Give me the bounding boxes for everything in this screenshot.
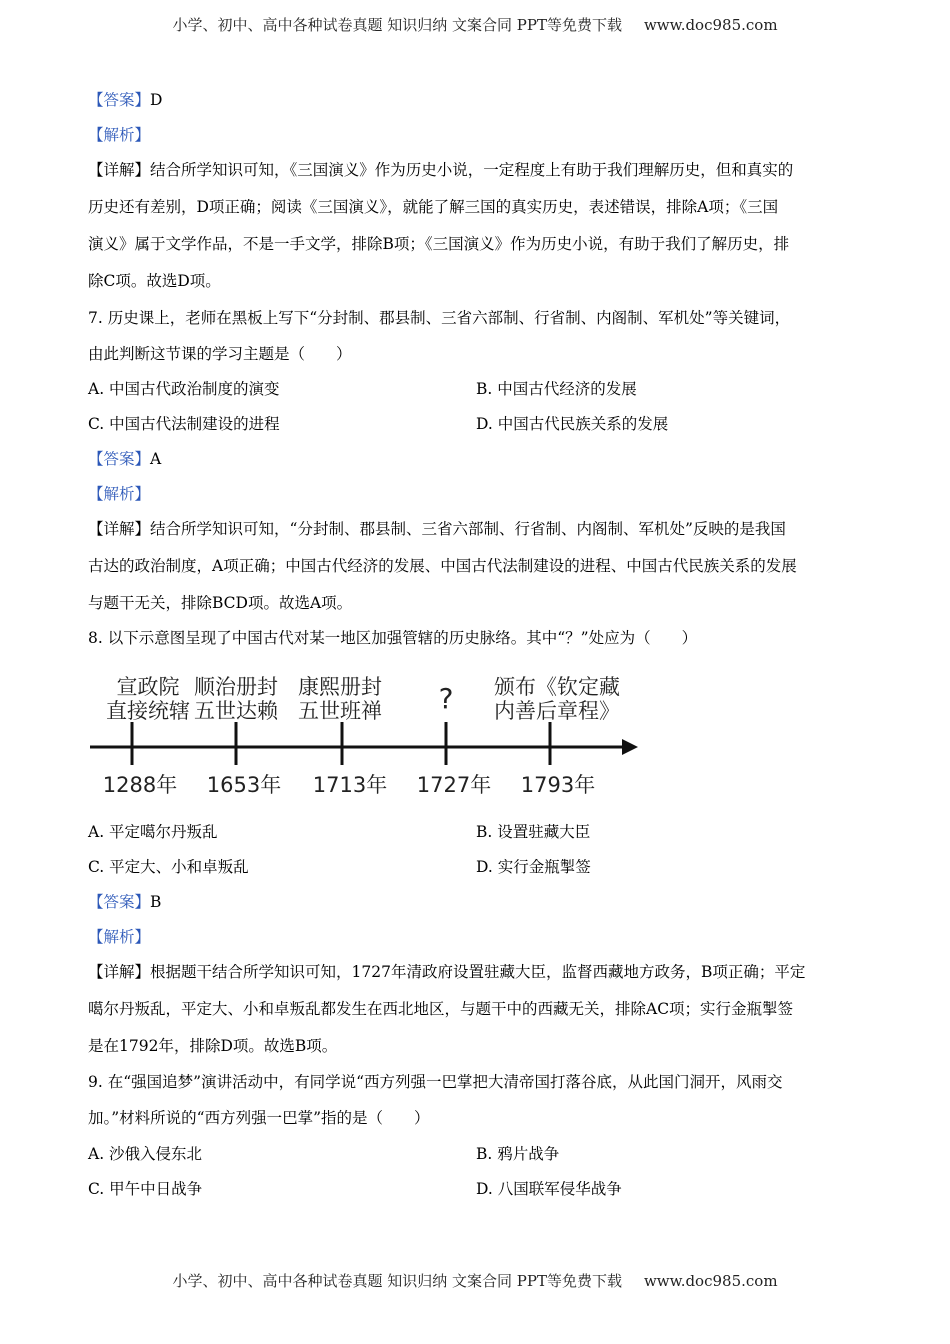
q8-option-a[interactable]: A. 平定噶尔丹叛乱 [88,823,218,841]
q6-detail-line-3: 演义》属于文学作品，不是一手文学，排除B项；《三国演义》作为历史小说，有助于我们了解历史，排 [88,235,790,253]
q8-answer [88,892,161,912]
timeline-year-label: 1288年 [102,773,178,797]
q8-option-c[interactable]: C. 平定大、小和卓叛乱 [88,858,249,876]
timeline-year-label: 1727年 [416,773,492,797]
q8-timeline-diagram [88,670,648,810]
header-text: 小学、初中、高中各种试卷真题 知识归纳 文案合同 PPT等免费下载 [172,16,622,34]
q8-detail-line-1 [88,962,805,982]
q8-analysis-tag: 【解析】 [88,928,151,946]
q7-detail-line-2: 古达的政治制度，A项正确；中国古代经济的发展、中国古代法制建设的进程、中国古代民族关系的发展 [88,557,797,575]
timeline-year-label: 1653年 [206,773,282,797]
q7-detail-line-3: 与题干无关，排除BCD项。故选A项。 [88,594,353,612]
timeline-event-label: 康熙册封 [298,675,382,699]
q6-answer [88,90,162,110]
q6-detail-line-2: 历史还有差别，D项正确；阅读《三国演义》，就能了解三国的真实历史，表述错误，排除A项；《三国 [88,198,779,216]
timeline-event-label: 直接统辖 [106,699,190,723]
header-site-link[interactable]: www.doc985.com [643,16,778,34]
timeline-event-label: 顺治册封 [194,675,278,699]
q7-stem-line-2: 由此判断这节课的学习主题是（ ） [88,345,352,363]
q8-stem: 8. 以下示意图呈现了中国古代对某一地区加强管辖的历史脉络。其中“？”处应为（ ） [88,629,698,647]
q9-option-c[interactable]: C. 甲午中日战争 [88,1180,203,1198]
timeline-event-label: 内善后章程》 [494,699,620,723]
q7-option-a[interactable]: A. 中国古代政治制度的演变 [88,380,280,398]
q9-stem-line-1: 9. 在“强国追梦”演讲活动中，有同学说“西方列强一巴掌把大清帝国打落谷底，从此国门洞开，风雨交 [88,1073,783,1091]
detail-tag: 【详解】 [88,963,151,981]
timeline-event-label: 五世达赖 [194,699,278,723]
q8-option-b[interactable]: B. 设置驻藏大臣 [476,823,591,841]
q7-answer [88,449,161,469]
answer-value: B [150,893,162,911]
q7-detail-line-1 [88,519,786,539]
q6-analysis-tag: 【解析】 [88,126,151,144]
q7-analysis-tag: 【解析】 [88,485,151,503]
timeline-event-label: 宣政院 [116,675,180,699]
q9-option-a[interactable]: A. 沙俄入侵东北 [88,1145,203,1163]
timeline-event-label: 颁布《钦定藏 [494,675,620,699]
detail-text: 根据题干结合所学知识可知，1727年清政府设置驻藏大臣，监督西藏地方政务，B项正确；平定 [150,963,806,981]
q8-detail-line-2: 噶尔丹叛乱，平定大、小和卓叛乱都发生在西北地区，与题干中的西藏无关，排除AC项；实行金瓶掣签 [88,1000,794,1018]
q8-option-d[interactable]: D. 实行金瓶掣签 [476,858,591,876]
page-header [0,14,950,35]
detail-text: 结合所学知识可知，《三国演义》作为历史小说，一定程度上有助于我们理解历史，但和真实的 [150,161,794,179]
answer-tag: 【答案】 [88,893,151,911]
detail-tag: 【详解】 [88,520,151,538]
q8-detail-line-3: 是在1792年，排除D项。故选B项。 [88,1037,338,1055]
answer-tag: 【答案】 [88,91,151,109]
timeline-arrowhead [622,739,638,755]
q9-stem-line-2: 加。”材料所说的“西方列强一巴掌”指的是（ ） [88,1109,430,1127]
q7-option-b[interactable]: B. 中国古代经济的发展 [476,380,637,398]
timeline-event-label: ? [438,682,454,715]
answer-tag: 【答案】 [88,450,151,468]
answer-value: D [150,91,163,109]
detail-tag: 【详解】 [88,161,151,179]
answer-value: A [150,450,162,468]
q6-detail-line-1 [88,160,793,180]
q9-option-b[interactable]: B. 鸦片战争 [476,1145,560,1163]
timeline-year-label: 1713年 [312,773,388,797]
footer-text: 小学、初中、高中各种试卷真题 知识归纳 文案合同 PPT等免费下载 [172,1272,622,1290]
detail-text: 结合所学知识可知，“分封制、郡县制、三省六部制、行省制、内阁制、军机处”反映的是我国 [150,520,786,538]
q7-option-c[interactable]: C. 中国古代法制建设的进程 [88,415,280,433]
q7-stem-line-1: 7. 历史课上，老师在黑板上写下“分封制、郡县制、三省六部制、行省制、内阁制、军机处”等关键词， [88,309,791,327]
q6-detail-line-4: 除C项。故选D项。 [88,272,221,290]
q9-option-d[interactable]: D. 八国联军侵华战争 [476,1180,622,1198]
timeline-year-label: 1793年 [520,773,596,797]
timeline-event-label: 五世班禅 [298,699,382,723]
footer-site-link[interactable]: www.doc985.com [643,1272,778,1290]
q7-option-d[interactable]: D. 中国古代民族关系的发展 [476,415,669,433]
page-footer [0,1270,950,1291]
